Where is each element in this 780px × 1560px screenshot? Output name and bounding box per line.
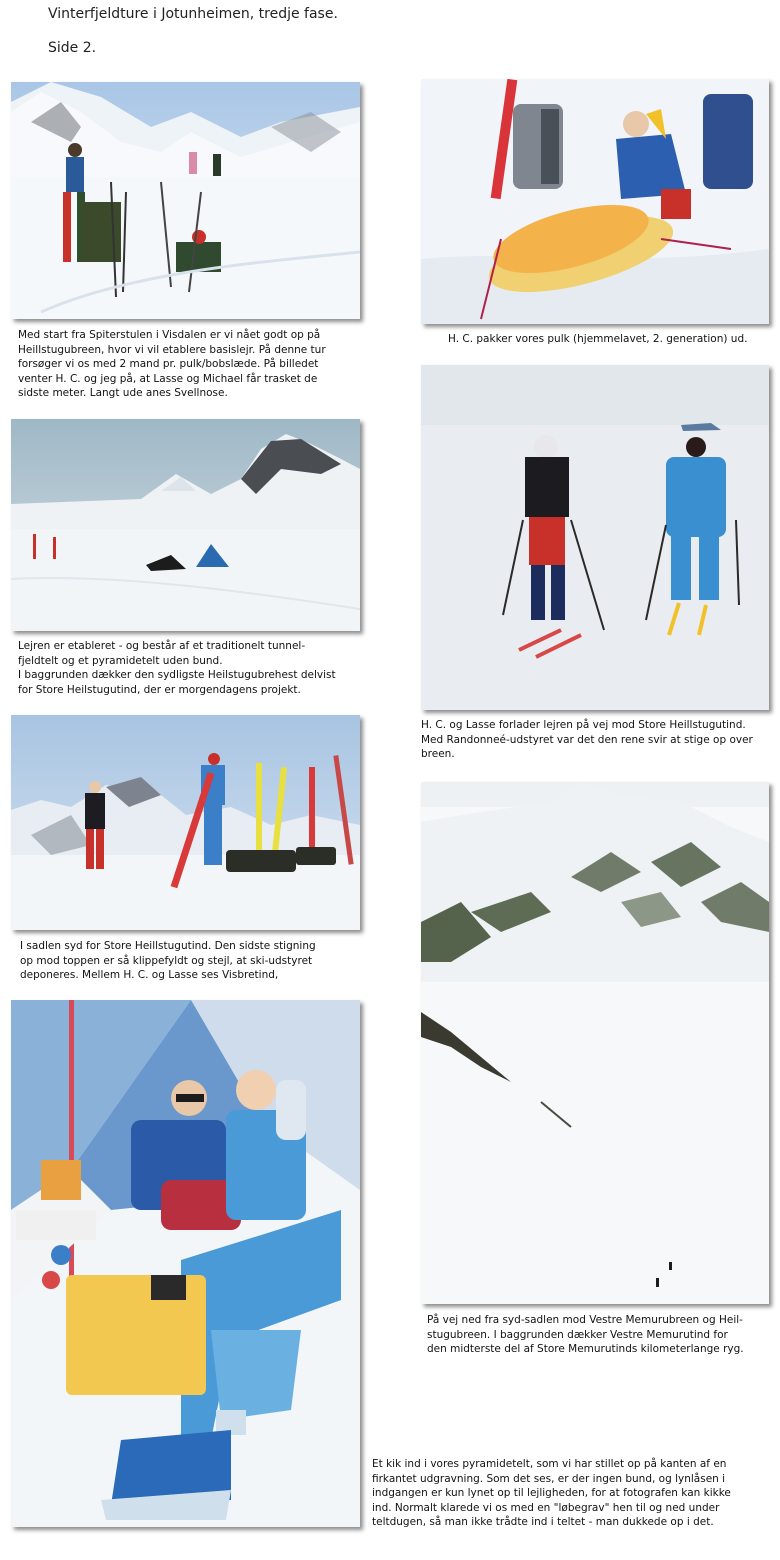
photo-saddle-ski-depot [11,715,360,930]
photo-camp-tents [11,419,360,631]
caption-base-camp-approach: Med start fra Spiterstulen i Visdalen er vi nået godt op på Heillstugubreen, hvor vi vil etablere basislejr. På denne tur forsøger vi os med 2 mand pr. pulk/bobslæde. På billedet venter H. C. og jeg på, at Lasse og Michael får trasket de sidste meter. Langt ude anes Svellnose. [18,329,326,399]
photo-packing-pulk [421,79,769,324]
photo-skiers-leaving-camp [421,365,769,710]
caption-pulk: H. C. pakker vores pulk (hjemmelavet, 2. generation) ud. [448,333,748,345]
caption-saddle: I sadlen syd for Store Heillstugutind. Den sidste stigning op mod toppen er så klippefyldt og stejl, at ski-udstyret deponeres. Mellem H. C. og Lasse ses Visbretind, [20,940,316,981]
caption-leaving-camp: H. C. og Lasse forlader lejren på vej mod Store Heillstugutind. Med Randonneé-udstyret var det den rene svir at stige op over breen. [421,719,753,760]
caption-pyramid-tent: Et kik ind i vores pyramidetelt, som vi har stillet op på kanten af en firkantet udgravning. Som det ses, er der ingen bund, og lynlåsen i indgangen er kun lynet op til lejligheden, for at fotografen kan kikke ind. Normalt klarede vi os med en "løbegrav" hen til og ned under teltdugen, så man ikke trådte ind i teltet - man dukkede op i det. [372,1458,731,1528]
photo-inside-pyramid-tent [11,1000,360,1527]
caption-camp: Lejren er etableret - og består af et traditionelt tunnel- fjeldtelt og et pyramidetelt uden bund. I baggrunden dækker den sydligste Heilstugubrehest delvist for Store Heilstugutind, der er morgendagens projekt. [18,640,336,696]
page-title: Vinterfjeldture i Jotunheimen, tredje fase. [48,6,338,22]
page-number: Side 2. [48,40,97,56]
photo-descent-memurubreen [421,782,769,1304]
photo-skiers-glacier [11,82,360,319]
caption-descent: På vej ned fra syd-sadlen mod Vestre Memurubreen og Heil- stugubreen. I baggrunden dækker Vestre Memurutind for den midterste del af Store Memurutinds kilometerlange ryg. [427,1314,744,1355]
